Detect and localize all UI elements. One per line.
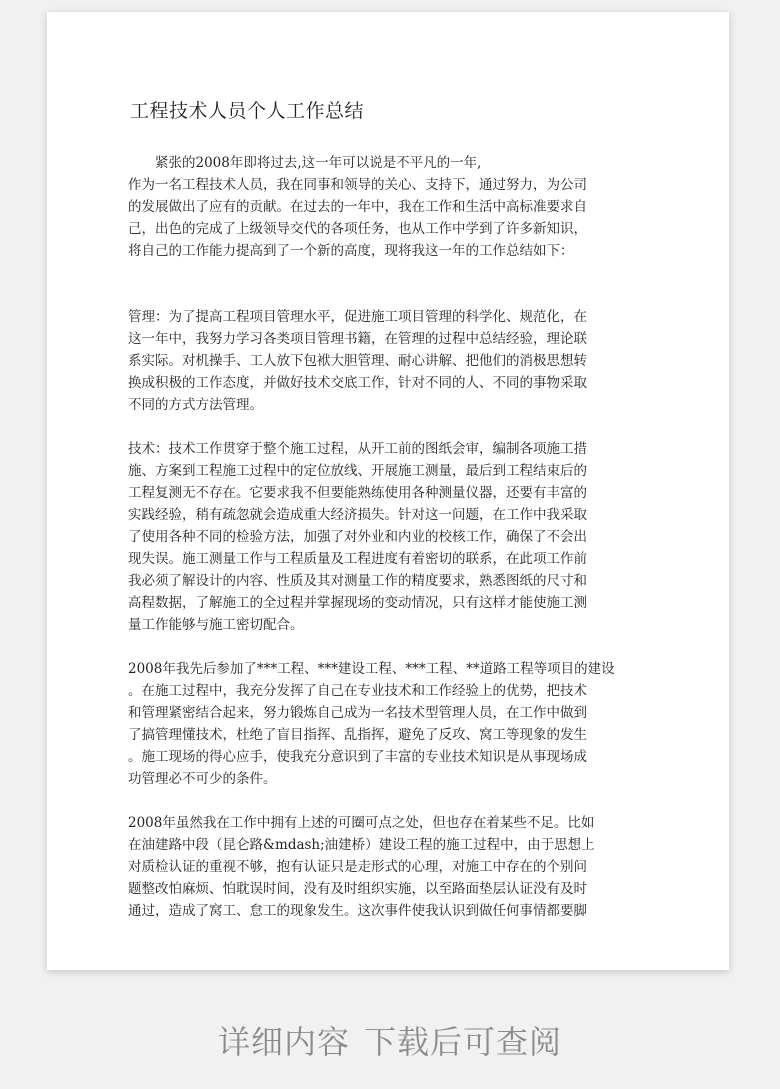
paragraph-line: 实践经验，稍有疏忽就会造成重大经济损失。针对这一问题，在工作中我采取 [128, 507, 587, 523]
paragraph-line: 题整改怕麻烦、怕耽误时间，没有及时组织实施，以至路面垫层认证没有及时 [128, 881, 587, 897]
paragraph-line: 作为一名工程技术人员，我在同事和领导的关心、支持下，通过努力，为公司 [128, 177, 587, 193]
document-page [47, 12, 729, 970]
paragraph-line: 。施工现场的得心应手，使我充分意识到了丰富的专业技术知识是从事现场成 [128, 749, 587, 765]
download-label: 下载后可查阅 [364, 1023, 563, 1061]
paragraph-line: 施、方案到工程施工过程中的定位放线、开展施工测量，最后到工程结束后的 [128, 463, 587, 479]
paragraph-line: 换成积极的工作态度，并做好技术交底工作，针对不同的人、不同的事物采取 [128, 375, 587, 391]
details-label: 详细内容 [217, 1023, 350, 1061]
paragraph-line: 将自己的工作能力提高到了一个新的高度，现将我这一年的工作总结如下： [128, 243, 574, 259]
paragraph-line: 工程复测无不存在。它要求我不但要能熟练使用各种测量仪器，还要有丰富的 [128, 485, 587, 501]
paragraph-projects [128, 658, 640, 790]
paragraph-line: 现失误。施工测量工作与工程质量及工程进度有着密切的联系，在此项工作前 [128, 551, 587, 567]
paragraph-line: 通过，造成了窝工、怠工的现象发生。这次事件使我认识到做任何事情都要脚 [128, 903, 587, 919]
paragraph-line: 和管理紧密结合起来，努力锻炼自己成为一名技术型管理人员，在工作中做到 [128, 705, 587, 721]
paragraph-line: 这一年中，我努力学习各类项目管理书籍，在管理的过程中总结经验，理论联 [128, 331, 587, 347]
paragraph-line: 量工作能够与施工密切配合。 [128, 617, 304, 633]
paragraph-line: 了搞管理懂技术，杜绝了盲目指挥、乱指挥，避免了反攻、窝工等现象的发生 [128, 727, 587, 743]
paragraph-line: 在油建路中段（昆仑路&mdash;油建桥）建设工程的施工过程中，由于思想上 [128, 837, 595, 853]
paragraph-line: 技术：技术工作贯穿于整个施工过程，从开工前的图纸会审，编制各项施工措 [128, 441, 587, 457]
paragraph-line: 我必须了解设计的内容、性质及其对测量工作的精度要求，熟悉图纸的尺寸和 [128, 573, 587, 589]
paragraph-line: 了使用各种不同的检验方法，加强了对外业和内业的校核工作，确保了不会出 [128, 529, 587, 545]
paragraph-management [128, 306, 640, 416]
paragraph-line: 己，出色的完成了上级领导交代的各项任务，也从工作中学到了许多新知识， [128, 221, 587, 237]
document-body [128, 152, 640, 922]
document-title: 工程技术人员个人工作总结 [130, 100, 365, 122]
paragraph-line: 的发展做出了应有的贡献。在过去的一年中，我在工作和生活中高标准要求自 [128, 199, 587, 215]
paragraph-line: 紧张的2008年即将过去,这一年可以说是不平凡的一年, [155, 155, 482, 171]
paragraph-line: 2008年虽然我在工作中拥有上述的可圈可点之处，但也存在着某些不足。比如 [128, 815, 595, 831]
paragraph-technology [128, 438, 640, 636]
paragraph-line: 系实际。对机操手、工人放下包袱大胆管理、耐心讲解、把他们的消极思想转 [128, 353, 587, 369]
paragraph-line: 管理：为了提高工程项目管理水平，促进施工项目管理的科学化、规范化，在 [128, 309, 587, 325]
paragraph-line: 不同的方式方法管理。 [128, 397, 263, 413]
paragraph-line: 高程数据，了解施工的全过程并掌握现场的变动情况，只有这样才能使施工测 [128, 595, 587, 611]
paragraph-intro [128, 152, 640, 262]
paragraph-line: 对质检认证的重视不够，抱有认证只是走形式的心理，对施工中存在的个别问 [128, 859, 587, 875]
paragraph-line: 功管理必不可少的条件。 [128, 771, 277, 787]
paragraph-line: 2008年我先后参加了***工程、***建设工程、***工程、**道路工程等项目的建设 [128, 661, 615, 677]
paragraph-shortcomings [128, 812, 640, 922]
download-prompt[interactable] [0, 1017, 780, 1063]
paragraph-line: 。在施工过程中，我充分发挥了自己在专业技术和工作经验上的优势，把技术 [128, 683, 587, 699]
